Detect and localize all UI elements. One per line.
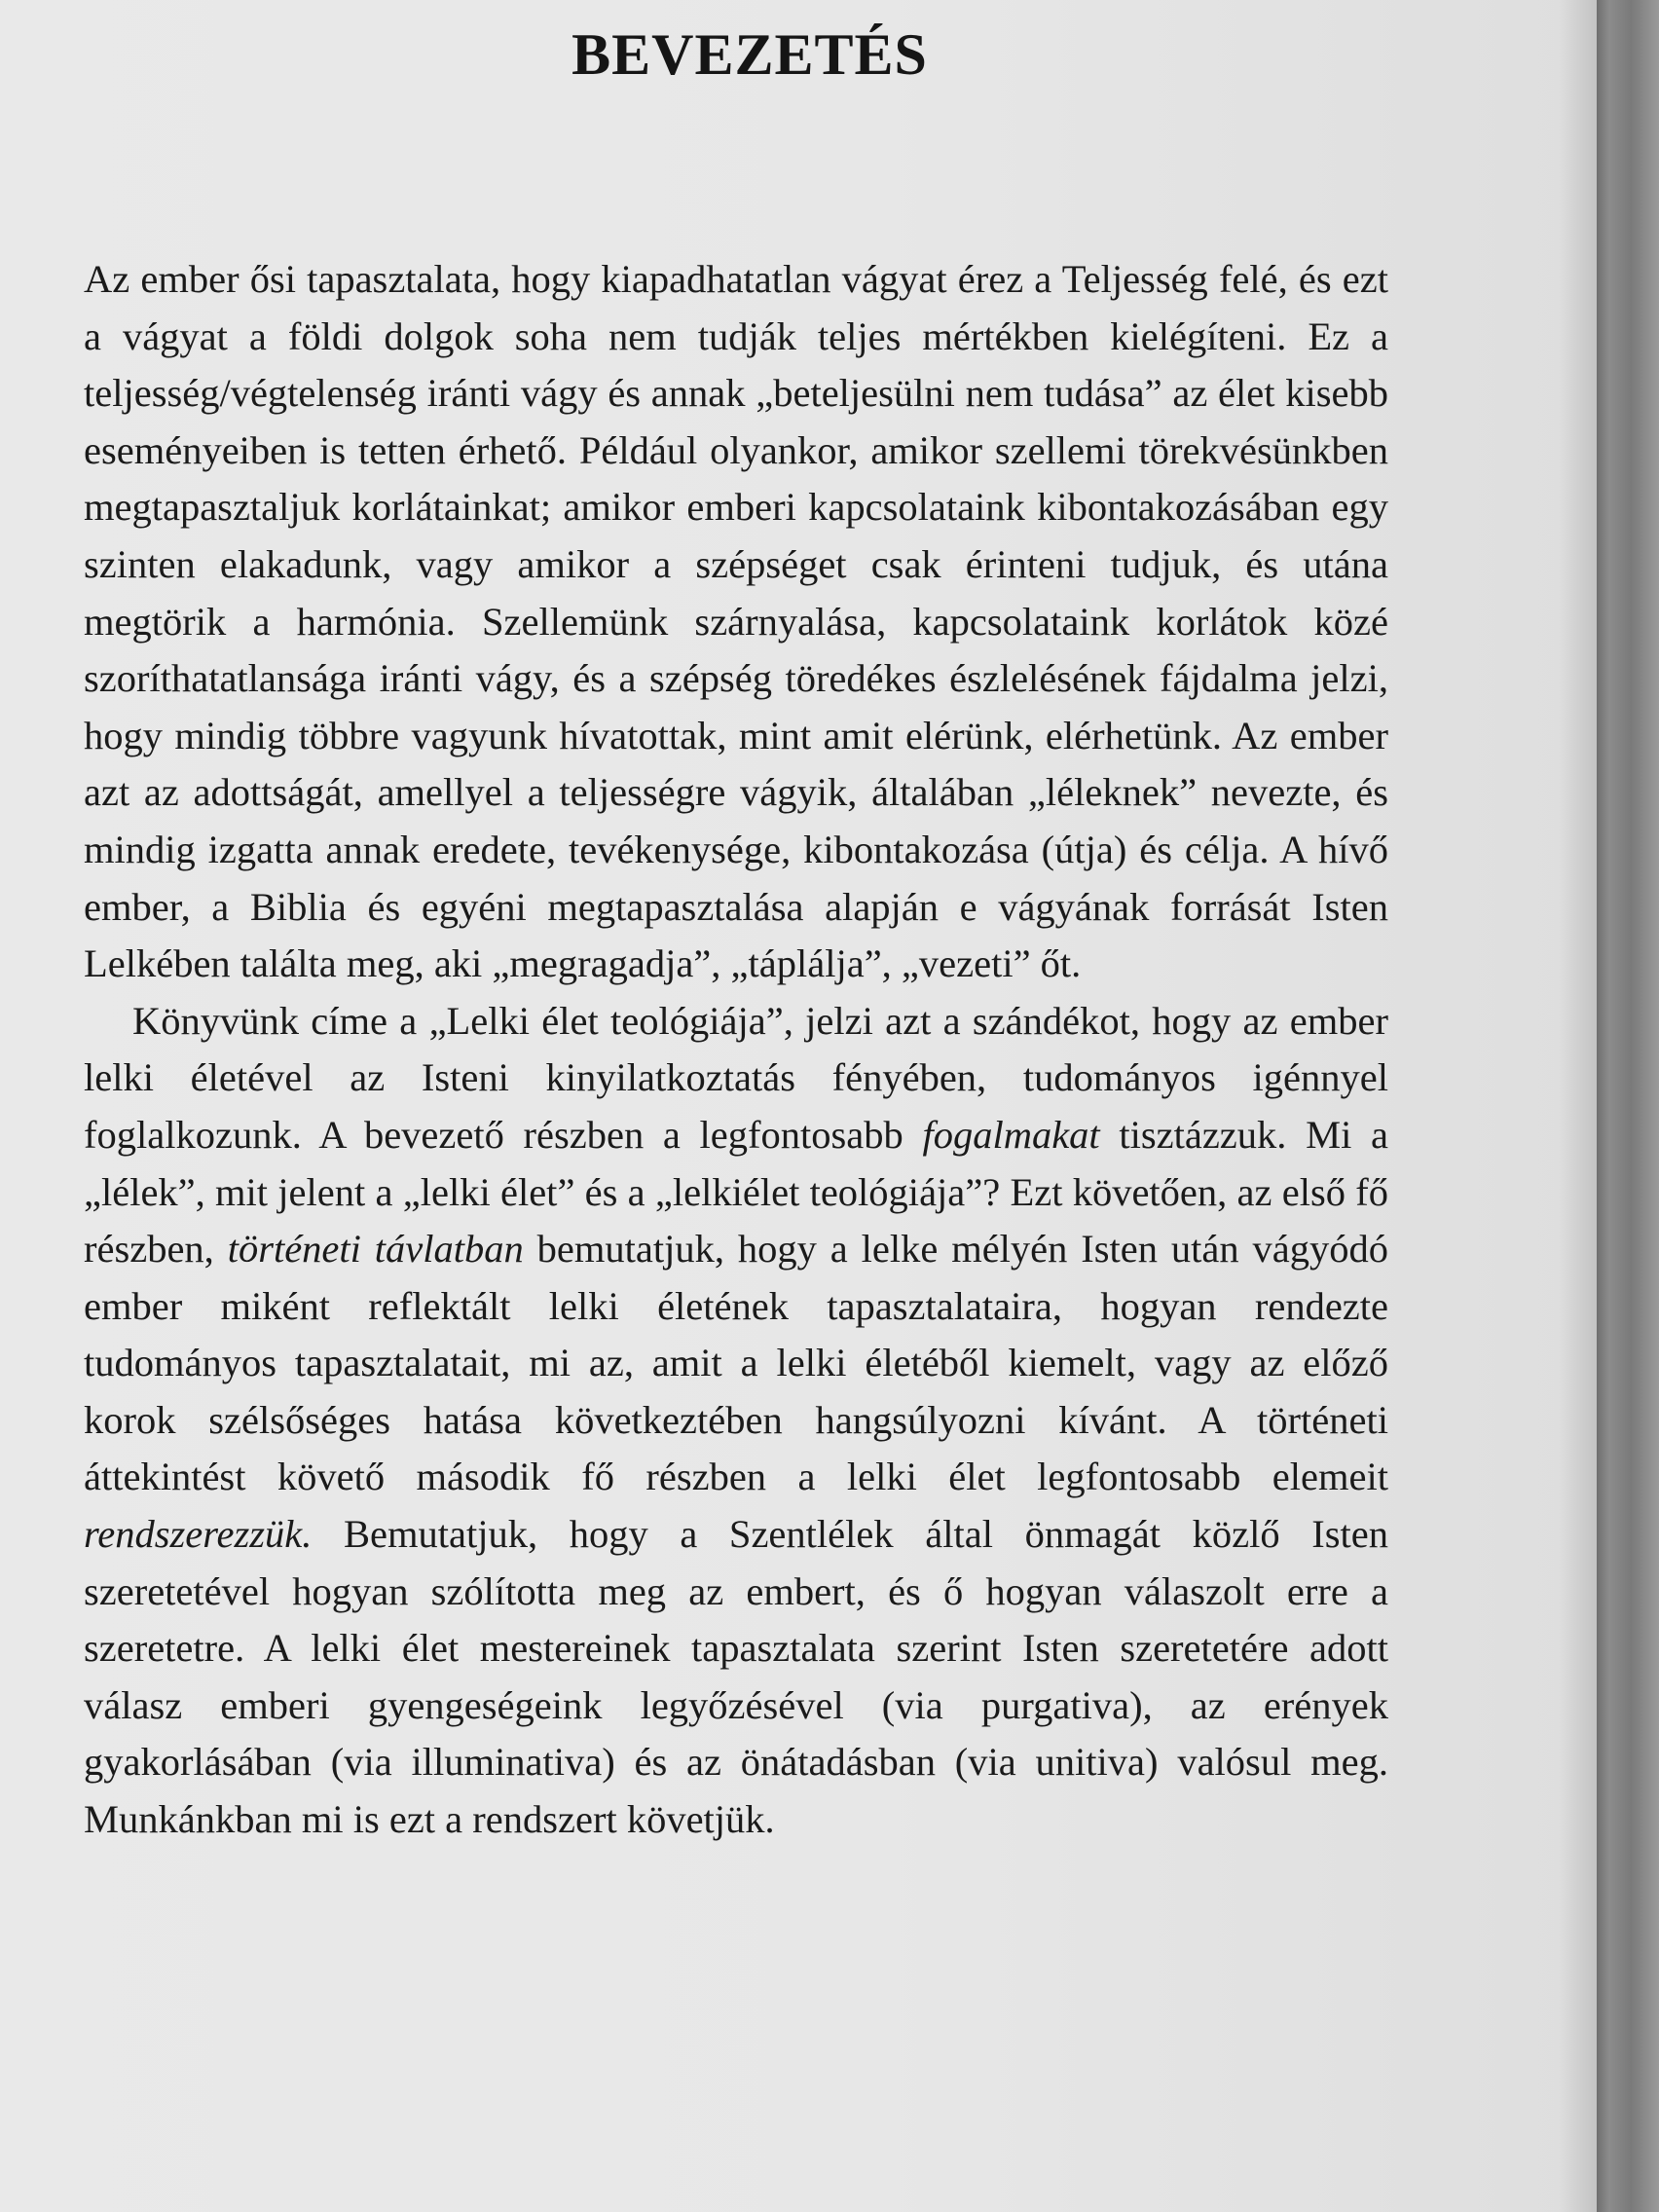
paragraph-2-text-1: Könyvünk címe a „Lelki élet teológiája”, jelzi azt a szándékot, hogy az ember lelki életével az Isteni kinyilatkoztatás fényében, tudományos igénnyel foglalkozunk. A bevezető részben a legfontosabb xyxy=(84,998,1388,1157)
paragraph-2 xyxy=(84,993,1388,1849)
paragraph-1-text: Az ember ősi tapasztalata, hogy kiapadhatatlan vágyat érez a Teljesség felé, és ezt a vágyat a földi dolgok soha nem tudják teljes mértékben kielégíteni. Ez a teljesség/végtelenség iránti vágy és annak „beteljesülni nem tudása” az élet kisebb eseményeiben is tetten érhető. Például olyankor, amikor szellemi törekvésünkben megtapasztaljuk korlátainkat; amikor emberi kapcsolataink kibontakozásában egy szinten elakadunk, vagy amikor a szépséget csak érinteni tudjuk, és utána megtörik a harmónia. Szellemünk szárnyalása, kapcsolataink korlátok közé szoríthatatlansága iránti vágy, és a szépség töredékes észlelésének fájdalma jelzi, hogy mindig többre vagyunk hívatottak, mint amit elérünk, elérhetünk. Az ember azt az adottságát, amellyel a teljességre vágyik, általában „léleknek” nevezte, és mindig izgatta annak eredete, tevékenysége, kibontakozása (útja) és célja. A hívő ember, a Biblia és egyéni megtapasztalása alapján e vágyának forrását Isten Lelkében találta meg, aki „megragadja”, „táplálja”, „vezeti” őt. xyxy=(84,257,1388,986)
paragraph-2-text-3: bemutatjuk, hogy a lelke mélyén Isten után vágyódó ember miként reflektált lelki életének tapasztalataira, hogyan rendezte tudományos tapasztalatait, mi az, amit a lelki életéből kiemelt, vagy az előző korok szélsőséges hatása következtében hangsúlyozni kívánt. A történeti áttekintést követő második fő részben a lelki élet legfontosabb elemeit xyxy=(84,1227,1388,1499)
paragraph-2-text-2: tisztázzuk. Mi a „lélek”, mit jelent a „lelki élet” és a „lelkiélet teológiája”? Ezt követően, az első fő részben, xyxy=(84,1112,1388,1272)
italic-term-fogalmakat: fogalmakat xyxy=(922,1112,1100,1157)
italic-term-torteneti-tavlatban: történeti távlatban xyxy=(227,1227,524,1272)
italic-term-rendszerezzuk: rendszerezzük. xyxy=(84,1512,313,1557)
book-spine-edge xyxy=(1597,0,1659,2212)
paragraph-1 xyxy=(84,251,1388,993)
body-text xyxy=(84,251,1388,1849)
chapter-title: BEVEZETÉS xyxy=(571,22,928,87)
gutter-shadow xyxy=(1558,0,1597,2212)
paragraph-2-text-4: Bemutatjuk, hogy a Szentlélek által önmagát közlő Isten szeretetével hogyan szólította meg az embert, és ő hogyan válaszolt erre a szeretetre. A lelki élet mestereinek tapasztalata szerint Isten szeretetére adott válasz emberi gyengeségeink legyőzésével (via purgativa), az erények gyakorlásában (via illuminativa) és az önátadásban (via unitiva) valósul meg. Munkánkban mi is ezt a rendszert követjük. xyxy=(84,1512,1388,1842)
